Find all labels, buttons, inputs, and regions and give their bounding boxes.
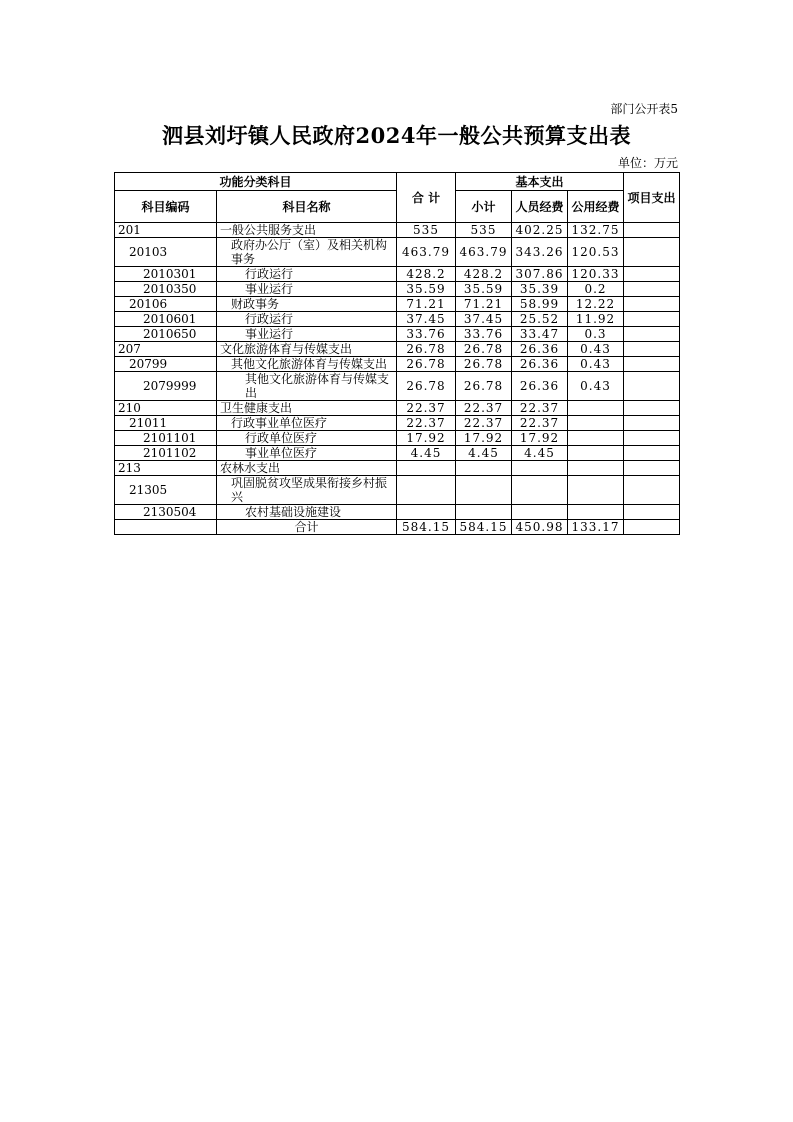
- table-row: [115, 282, 680, 297]
- project-cell: [624, 282, 680, 297]
- project-cell: [624, 297, 680, 312]
- unit-label: 单位：万元: [617, 156, 678, 170]
- subtotal-cell: [456, 461, 512, 476]
- public-cell: [568, 401, 624, 416]
- project-cell: [624, 401, 680, 416]
- personnel-cell: 4.45: [512, 446, 568, 461]
- personnel-cell: 22.37: [512, 401, 568, 416]
- subject-code-cell: 2101101: [115, 431, 217, 446]
- project-cell: [624, 416, 680, 431]
- header-basic: 基本支出: [456, 173, 624, 191]
- total-cell: 17.92: [397, 431, 456, 446]
- table-row: [115, 372, 680, 401]
- project-cell: [624, 223, 680, 238]
- grand-total-label: 合计: [217, 520, 397, 535]
- total-cell: 26.78: [397, 342, 456, 357]
- subject-name-cell: 政府办公厅（室）及相关机构事务: [217, 238, 397, 267]
- subject-code-cell: 21305: [115, 476, 217, 505]
- table-row: [115, 238, 680, 267]
- subject-code-cell: 2010650: [115, 327, 217, 342]
- personnel-cell: 17.92: [512, 431, 568, 446]
- project-cell: [624, 461, 680, 476]
- total-cell: 35.59: [397, 282, 456, 297]
- subject-name-cell: 巩固脱贫攻坚成果衔接乡村振兴: [217, 476, 397, 505]
- grand-total-public: 133.17: [568, 520, 624, 535]
- subtotal-cell: 17.92: [456, 431, 512, 446]
- personnel-cell: 26.36: [512, 357, 568, 372]
- table-row: [115, 357, 680, 372]
- subtotal-cell: 4.45: [456, 446, 512, 461]
- total-cell: 71.21: [397, 297, 456, 312]
- header-personnel: 人员经费: [512, 191, 568, 223]
- subject-name-cell: 事业运行: [217, 282, 397, 297]
- budget-table: [114, 172, 680, 535]
- total-cell: 26.78: [397, 357, 456, 372]
- table-row: [115, 461, 680, 476]
- subject-name-cell: 财政事务: [217, 297, 397, 312]
- total-cell: 22.37: [397, 401, 456, 416]
- table-row: [115, 297, 680, 312]
- project-cell: [624, 312, 680, 327]
- table-row: [115, 327, 680, 342]
- subject-name-cell: 事业单位医疗: [217, 446, 397, 461]
- header-name: 科目名称: [217, 191, 397, 223]
- subject-code-cell: 213: [115, 461, 217, 476]
- subject-code-cell: 2010350: [115, 282, 217, 297]
- grand-total-code-cell: [115, 520, 217, 535]
- subtotal-cell: 35.59: [456, 282, 512, 297]
- subtotal-cell: 26.78: [456, 357, 512, 372]
- total-cell: 26.78: [397, 372, 456, 401]
- public-cell: [568, 505, 624, 520]
- subtotal-cell: 22.37: [456, 416, 512, 431]
- public-cell: 0.43: [568, 357, 624, 372]
- personnel-cell: 402.25: [512, 223, 568, 238]
- personnel-cell: 25.52: [512, 312, 568, 327]
- public-cell: 120.33: [568, 267, 624, 282]
- subject-name-cell: 文化旅游体育与传媒支出: [217, 342, 397, 357]
- public-cell: [568, 446, 624, 461]
- project-cell: [624, 446, 680, 461]
- public-cell: [568, 476, 624, 505]
- grand-total-personnel: 450.98: [512, 520, 568, 535]
- project-cell: [624, 342, 680, 357]
- table-row: [115, 431, 680, 446]
- public-cell: 0.43: [568, 342, 624, 357]
- public-cell: 12.22: [568, 297, 624, 312]
- total-cell: 535: [397, 223, 456, 238]
- personnel-cell: [512, 461, 568, 476]
- personnel-cell: 26.36: [512, 372, 568, 401]
- header-code: 科目编码: [115, 191, 217, 223]
- subtotal-cell: 26.78: [456, 372, 512, 401]
- table-row: [115, 401, 680, 416]
- subject-name-cell: 农村基础设施建设: [217, 505, 397, 520]
- subject-name-cell: 行政运行: [217, 267, 397, 282]
- subject-name-cell: 卫生健康支出: [217, 401, 397, 416]
- project-cell: [624, 267, 680, 282]
- subject-name-cell: 一般公共服务支出: [217, 223, 397, 238]
- personnel-cell: 26.36: [512, 342, 568, 357]
- table-number-label: 部门公开表5: [610, 102, 678, 116]
- total-cell: 428.2: [397, 267, 456, 282]
- table-row: [115, 312, 680, 327]
- personnel-cell: 22.37: [512, 416, 568, 431]
- subtotal-cell: [456, 505, 512, 520]
- subject-code-cell: 20106: [115, 297, 217, 312]
- project-cell: [624, 238, 680, 267]
- public-cell: 0.43: [568, 372, 624, 401]
- project-cell: [624, 357, 680, 372]
- subtotal-cell: 535: [456, 223, 512, 238]
- personnel-cell: 35.39: [512, 282, 568, 297]
- grand-total-total: 584.15: [397, 520, 456, 535]
- project-cell: [624, 372, 680, 401]
- public-cell: [568, 461, 624, 476]
- subtotal-cell: [456, 476, 512, 505]
- subject-name-cell: 行政事业单位医疗: [217, 416, 397, 431]
- grand-total-subtotal: 584.15: [456, 520, 512, 535]
- public-cell: [568, 416, 624, 431]
- total-cell: 4.45: [397, 446, 456, 461]
- grand-total-project: [624, 520, 680, 535]
- header-project: 项目支出: [624, 173, 680, 223]
- total-cell: 463.79: [397, 238, 456, 267]
- subject-code-cell: 210: [115, 401, 217, 416]
- budget-table-body: [115, 223, 680, 520]
- project-cell: [624, 505, 680, 520]
- header-functional: 功能分类科目: [115, 173, 397, 191]
- subject-code-cell: 2010601: [115, 312, 217, 327]
- table-row: [115, 223, 680, 238]
- subject-code-cell: 20799: [115, 357, 217, 372]
- table-row: [115, 505, 680, 520]
- total-cell: 33.76: [397, 327, 456, 342]
- table-row: [115, 342, 680, 357]
- subject-name-cell: 事业运行: [217, 327, 397, 342]
- personnel-cell: 307.86: [512, 267, 568, 282]
- table-row: [115, 416, 680, 431]
- public-cell: 0.2: [568, 282, 624, 297]
- subtotal-cell: 428.2: [456, 267, 512, 282]
- subject-code-cell: 207: [115, 342, 217, 357]
- personnel-cell: [512, 476, 568, 505]
- subject-name-cell: 行政运行: [217, 312, 397, 327]
- subtotal-cell: 463.79: [456, 238, 512, 267]
- project-cell: [624, 327, 680, 342]
- project-cell: [624, 431, 680, 446]
- subject-code-cell: 2101102: [115, 446, 217, 461]
- subtotal-cell: 33.76: [456, 327, 512, 342]
- public-cell: 11.92: [568, 312, 624, 327]
- page-title: 泗县刘圩镇人民政府2024年一般公共预算支出表: [162, 123, 631, 148]
- subject-code-cell: 2079999: [115, 372, 217, 401]
- subject-name-cell: 其他文化旅游体育与传媒支出: [217, 372, 397, 401]
- personnel-cell: [512, 505, 568, 520]
- subject-code-cell: 2130504: [115, 505, 217, 520]
- subtotal-cell: 26.78: [456, 342, 512, 357]
- header-total: 合 计: [397, 173, 456, 223]
- subtotal-cell: 37.45: [456, 312, 512, 327]
- subject-code-cell: 2010301: [115, 267, 217, 282]
- table-row: [115, 476, 680, 505]
- total-cell: [397, 461, 456, 476]
- public-cell: 132.75: [568, 223, 624, 238]
- personnel-cell: 58.99: [512, 297, 568, 312]
- grand-total-row: [115, 520, 680, 535]
- table-row: [115, 446, 680, 461]
- total-cell: 37.45: [397, 312, 456, 327]
- subtotal-cell: 22.37: [456, 401, 512, 416]
- total-cell: [397, 476, 456, 505]
- subject-code-cell: 21011: [115, 416, 217, 431]
- total-cell: [397, 505, 456, 520]
- subject-name-cell: 其他文化旅游体育与传媒支出: [217, 357, 397, 372]
- table-row: [115, 267, 680, 282]
- subject-name-cell: 行政单位医疗: [217, 431, 397, 446]
- personnel-cell: 343.26: [512, 238, 568, 267]
- subtotal-cell: 71.21: [456, 297, 512, 312]
- project-cell: [624, 476, 680, 505]
- header-subtotal: 小计: [456, 191, 512, 223]
- personnel-cell: 33.47: [512, 327, 568, 342]
- header-public: 公用经费: [568, 191, 624, 223]
- subject-code-cell: 20103: [115, 238, 217, 267]
- subject-name-cell: 农林水支出: [217, 461, 397, 476]
- total-cell: 22.37: [397, 416, 456, 431]
- subject-code-cell: 201: [115, 223, 217, 238]
- public-cell: 120.53: [568, 238, 624, 267]
- public-cell: 0.3: [568, 327, 624, 342]
- public-cell: [568, 431, 624, 446]
